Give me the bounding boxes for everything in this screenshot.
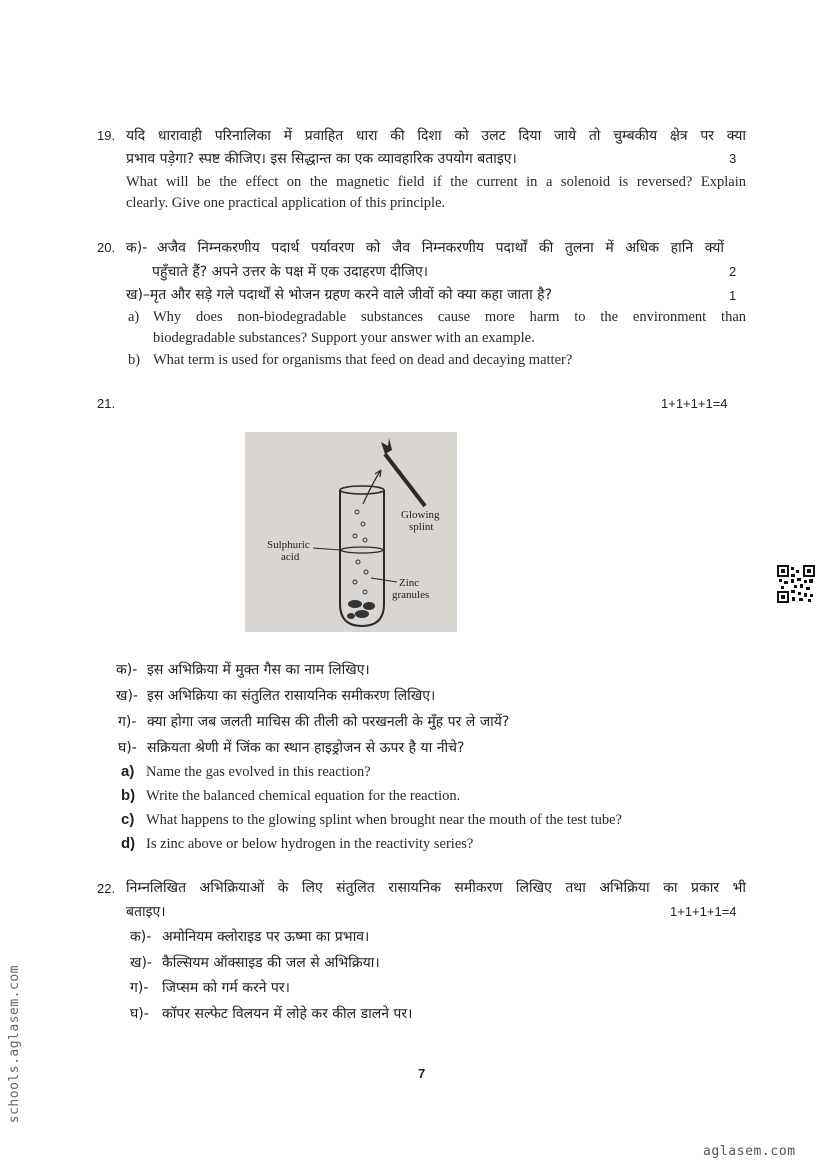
acid-surface xyxy=(341,547,383,553)
q21-english-label-a: a) xyxy=(121,763,135,780)
q21-english-text-b: Write the balanced chemical equation for the reaction. xyxy=(146,788,461,804)
zinc-granule xyxy=(363,602,375,610)
q22-part-text-1: अमोनियम क्लोराइड पर ऊष्मा का प्रभाव। xyxy=(162,929,370,945)
q22-part-text-2: कैल्सियम ऑक्साइड की जल से अभिक्रिया। xyxy=(162,955,380,971)
gas-bubble xyxy=(356,560,360,564)
q21-hindi-text-3: क्या होगा जब जलती माचिस की तीली को परखनली के मुँह पर ले जायें? xyxy=(147,714,510,730)
q21-hindi-text-1: इस अभिक्रिया में मुक्त गैस का नाम लिखिए। xyxy=(147,662,370,678)
q19-english-line2: clearly. Give one practical application of this principle. xyxy=(126,195,446,211)
acid-leader-line xyxy=(313,548,340,550)
gas-bubble xyxy=(355,510,359,514)
glowing-splint xyxy=(385,454,425,506)
watermark-left: schools.aglasem.com xyxy=(7,965,22,1124)
qr-code xyxy=(777,565,815,603)
q22-hindi-line1: निम्नलिखित अभिक्रियाओं के लिए संतुलित रासायनिक समीकरण लिखिए तथा अभिक्रिया का प्रकार भी xyxy=(126,880,746,896)
gas-bubble xyxy=(363,590,367,594)
watermark-right: aglasem.com xyxy=(703,1144,796,1159)
q19-number: 19. xyxy=(97,128,116,143)
label-acid: acid xyxy=(281,551,300,563)
q22-hindi-line2: बताइए। xyxy=(126,904,166,920)
q19-hindi-line2: प्रभाव पड़ेगा? स्पष्ट कीजिए। इस सिद्धान्त का एक व्यावहारिक उपयोग बताइए। xyxy=(126,151,517,167)
q22-part-label-4: घ)- xyxy=(130,1006,149,1022)
q22-part-text-3: जिप्सम को गर्म करने पर। xyxy=(162,980,290,996)
test-tube-diagram xyxy=(245,432,457,632)
page-number: 7 xyxy=(418,1066,426,1081)
q21-english-label-d: d) xyxy=(121,835,136,852)
q20-part-a-marks: 2 xyxy=(729,264,737,279)
q21-marks: 1+1+1+1=4 xyxy=(661,396,728,411)
q21-english-text-a: Name the gas evolved in this reaction? xyxy=(146,764,371,780)
label-zinc: Zinc xyxy=(399,577,420,589)
test-tube-outline xyxy=(340,490,384,626)
q20-a-label: a) xyxy=(128,309,140,325)
q21-english-label-b: b) xyxy=(121,787,136,804)
q22-part-text-4: कॉपर सल्फेट विलयन में लोहे कर कील डालने पर। xyxy=(162,1006,413,1022)
gas-bubble xyxy=(361,522,365,526)
q20-part-a-label: क)- xyxy=(126,240,148,256)
q20-part-b-hindi: ख)–मृत और सड़े गले पदार्थों से भोजन ग्रहण करने वाले जीवों को क्या कहा जाता है? xyxy=(126,287,553,303)
q22-marks: 1+1+1+1=4 xyxy=(670,904,737,919)
q20-a-english-line1: Why does non-biodegradable substances cause more harm to the environment than xyxy=(153,309,746,325)
q22-part-label-2: ख)- xyxy=(130,955,152,971)
q20-b-english: What term is used for organisms that feed on dead and decaying matter? xyxy=(153,352,573,368)
q20-part-a-hindi-line2: पहुँचाते हैं? अपने उत्तर के पक्ष में एक उदाहरण दीजिए। xyxy=(152,264,429,280)
q22-part-label-1: क)- xyxy=(130,929,152,945)
test-tube-drawing xyxy=(245,432,457,632)
q21-hindi-label-3: ग)- xyxy=(118,714,137,730)
q19-english-line1: What will be the effect on the magnetic field if the current in a solenoid is reversed? Explain xyxy=(126,174,746,190)
label-sulphuric: Sulphuric xyxy=(267,539,310,551)
gas-arrowhead xyxy=(375,470,381,477)
q22-number: 22. xyxy=(97,881,116,896)
gas-bubble xyxy=(363,538,367,542)
q21-number: 21. xyxy=(97,396,116,411)
zinc-granule xyxy=(355,610,369,618)
q19-hindi-line1: यदि धारावाही परिनालिका में प्रवाहित धारा की दिशा को उलट दिया जाये तो चुम्बकीय क्षेत्र पर क्या xyxy=(126,128,746,144)
q20-b-label: b) xyxy=(128,352,141,368)
q21-english-text-d: Is zinc above or below hydrogen in the reactivity series? xyxy=(146,836,474,852)
q20-part-b-marks: 1 xyxy=(729,288,737,303)
q21-hindi-label-1: क)- xyxy=(116,662,138,678)
test-tube-rim xyxy=(340,486,384,494)
zinc-granule xyxy=(348,600,362,608)
gas-bubble xyxy=(353,534,357,538)
q21-hindi-label-4: घ)- xyxy=(118,740,137,756)
label-splint: splint xyxy=(409,521,434,533)
label-granules: granules xyxy=(392,589,430,601)
q21-english-label-c: c) xyxy=(121,811,135,828)
q21-hindi-text-4: सक्रियता श्रेणी में जिंक का स्थान हाइड्रोजन से ऊपर है या नीचे? xyxy=(147,740,465,756)
gas-bubble xyxy=(364,570,368,574)
q21-hindi-text-2: इस अभिक्रिया का संतुलित रासायनिक समीकरण लिखिए। xyxy=(147,688,436,704)
q20-number: 20. xyxy=(97,240,116,255)
splint-glow xyxy=(381,438,392,454)
q21-english-text-c: What happens to the glowing splint when brought near the mouth of the test tube? xyxy=(146,812,622,828)
q22-part-label-3: ग)- xyxy=(130,980,149,996)
q20-part-a-hindi-line1: अजैव निम्नकरणीय पदार्थ पर्यावरण को जैव निम्नकरणीय पदार्थों की तुलना में अधिक हानि क्यों xyxy=(157,240,724,256)
label-glowing: Glowing xyxy=(401,509,440,521)
q21-hindi-label-2: ख)- xyxy=(116,688,138,704)
q20-a-english-line2: biodegradable substances? Support your answer with an example. xyxy=(153,330,535,346)
gas-bubble xyxy=(353,580,357,584)
q19-marks: 3 xyxy=(729,151,737,166)
zinc-granule xyxy=(347,613,355,619)
